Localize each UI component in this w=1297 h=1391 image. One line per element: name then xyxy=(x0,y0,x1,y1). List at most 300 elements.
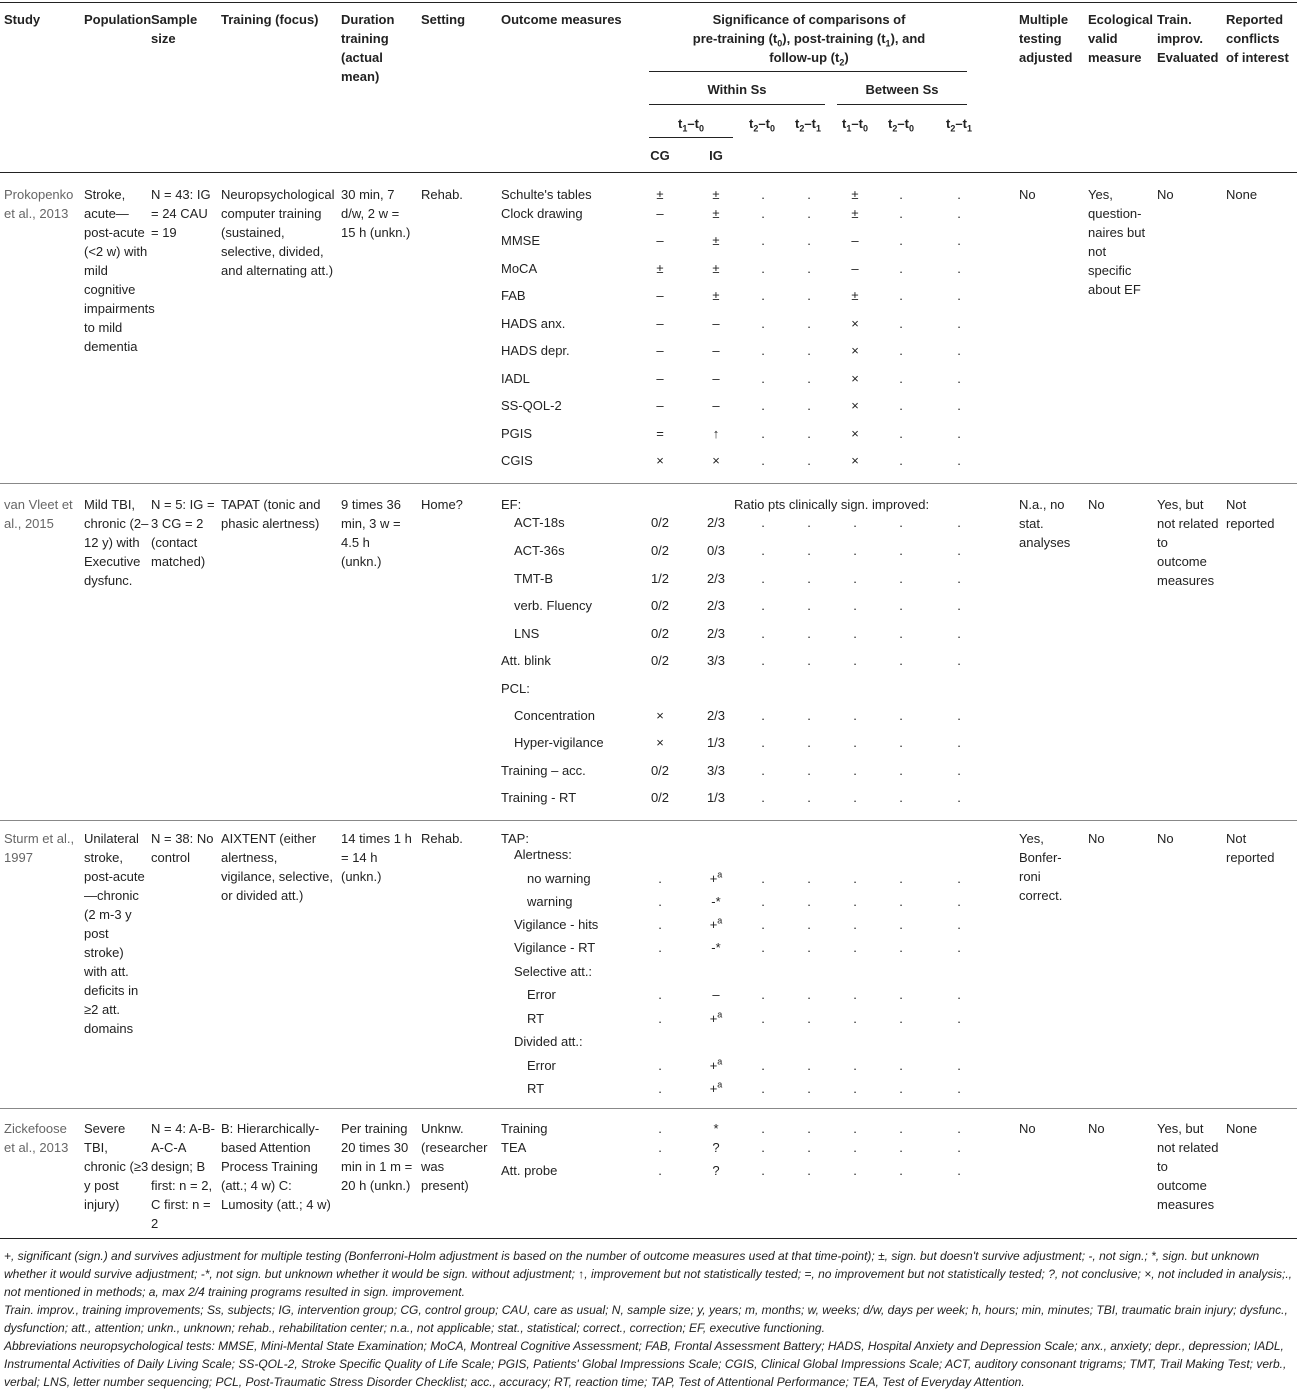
cell-w21: . xyxy=(807,917,811,932)
cell-b21: . xyxy=(957,1163,961,1178)
cell-w20: . xyxy=(761,1163,765,1178)
cell-w20: . xyxy=(761,1011,765,1026)
header-between-t2t0: $t_2-t_0$ xyxy=(888,116,914,134)
cell-b20: . xyxy=(899,1163,903,1178)
cell-w20: . xyxy=(761,790,765,805)
cell-cg: . xyxy=(658,940,662,955)
header-cg: CG xyxy=(650,148,670,163)
study-study: Zickefoose et al., 2013 xyxy=(4,1121,69,1155)
cell-w20: . xyxy=(761,894,765,909)
cell-cg: 0/2 xyxy=(650,653,670,668)
header-rule xyxy=(649,137,733,138)
outcome-measure: Alertness: xyxy=(514,847,572,862)
cell-b10: . xyxy=(853,1163,857,1178)
outcome-measure: PCL: xyxy=(501,681,530,696)
table-top-rule xyxy=(0,2,1297,3)
study-ecological: Yes, question-naires but not specific about EF xyxy=(1088,187,1146,297)
cell-w20: . xyxy=(761,371,765,386)
cell-b10: . xyxy=(853,1081,857,1096)
cell-ig: 1/3 xyxy=(706,735,726,750)
cell-w20: . xyxy=(761,940,765,955)
footnote-abbreviations: Train. improv., training improvements; Ss, subjects; IG, intervention group; CG, control group; CAU, care as usual; N, sample size; y, years; m, months; w, weeks; d/w, days per week; h, hours; min, minutes; TBI, traumatic brain injury; dysfunc., dysfunction; att., attention; unkn., unknown; rehab., rehabilitation center; n.a., not applicable; stat., statistical; correct., correction; EF, executive functioning. xyxy=(4,1303,1288,1335)
cell-w20: . xyxy=(761,708,765,723)
cell-ig: ↑ xyxy=(712,426,720,441)
cell-cg: . xyxy=(658,1081,662,1096)
cell-w20: . xyxy=(761,626,765,641)
cell-w20: . xyxy=(761,426,765,441)
cell-cg: . xyxy=(658,871,662,886)
cell-w21: . xyxy=(807,894,811,909)
table-footnotes xyxy=(4,1247,1294,1391)
study-separator xyxy=(0,1108,1297,1109)
cell-w21: . xyxy=(807,426,811,441)
ratio-note: Ratio pts clinically sign. improved: xyxy=(734,497,930,512)
header-bottom-rule xyxy=(0,172,1297,173)
cell-w20: . xyxy=(761,206,765,221)
cell-b20: . xyxy=(899,1011,903,1026)
cell-b21: . xyxy=(957,871,961,886)
cell-b21: . xyxy=(957,453,961,468)
cell-ig: * xyxy=(713,1121,719,1136)
outcome-measure: PGIS xyxy=(501,426,533,441)
outcome-measure: verb. Fluency xyxy=(514,598,593,613)
header-study: Study xyxy=(4,12,41,27)
cell-cg: – xyxy=(656,233,664,248)
cell-b20: . xyxy=(899,940,903,955)
cell-cg: × xyxy=(656,735,664,750)
study-sample: N = 4: A-B-A-C-A design; B first: n = 2, C first: n = 2 xyxy=(151,1121,215,1231)
study-population: Stroke, acute—post-acute (<2 w) with mild cognitive impairments to mild dementia xyxy=(84,187,155,354)
study-setting: Home? xyxy=(421,497,463,512)
cell-b21: . xyxy=(957,894,961,909)
study-sample: N = 38: No control xyxy=(151,831,214,865)
cell-ig: +$^a$ xyxy=(709,1056,723,1073)
header-ecological: Ecological valid measure xyxy=(1088,12,1154,65)
cell-b20: . xyxy=(899,735,903,750)
cell-b10: × xyxy=(851,316,859,331)
cell-b21: . xyxy=(957,763,961,778)
cell-w21: . xyxy=(807,515,811,530)
study-multiple: No xyxy=(1019,1121,1036,1136)
cell-w21: . xyxy=(807,1163,811,1178)
outcome-measure: Vigilance - hits xyxy=(514,917,599,932)
outcome-measure: Vigilance - RT xyxy=(514,940,596,955)
cell-b21: . xyxy=(957,790,961,805)
outcome-measure: TMT-B xyxy=(514,571,553,586)
study-training: Neuropsychological computer training (sustained, selective, divided, and alternating att.) xyxy=(221,187,335,278)
header-significance-line2: pre-training $(t_0)$, post-training $(t_1)$, and xyxy=(692,31,926,49)
cell-w21: . xyxy=(807,735,811,750)
outcome-measure: RT xyxy=(527,1011,545,1026)
cell-cg: – xyxy=(656,343,664,358)
cell-b10: ± xyxy=(851,288,859,303)
cell-cg: . xyxy=(658,987,662,1002)
cell-w20: . xyxy=(761,987,765,1002)
study-setting: Unknw. (researcher was present) xyxy=(421,1121,488,1193)
cell-b21: . xyxy=(957,233,961,248)
header-significance-line1: Significance of comparisons of xyxy=(712,12,906,27)
outcome-measure: Clock drawing xyxy=(501,206,583,221)
cell-ig: 2/3 xyxy=(706,598,726,613)
header-training: Training (focus) xyxy=(221,12,319,27)
study-sample: N = 5: IG = 3 CG = 2 (contact matched) xyxy=(151,497,215,569)
cell-b10: . xyxy=(853,598,857,613)
cell-b21: . xyxy=(957,1121,961,1136)
cell-w20: . xyxy=(761,398,765,413)
cell-cg: ± xyxy=(656,261,664,276)
cell-ig: – xyxy=(712,371,720,386)
outcome-measure: Selective att.: xyxy=(514,964,593,979)
outcome-measure: Hyper-vigilance xyxy=(514,735,604,750)
cell-b10: . xyxy=(853,626,857,641)
cell-w20: . xyxy=(761,1058,765,1073)
cell-ig: 3/3 xyxy=(706,763,726,778)
cell-w21: . xyxy=(807,790,811,805)
cell-b21: . xyxy=(957,1140,961,1155)
study-study: van Vleet et al., 2015 xyxy=(4,497,73,531)
cell-b21: . xyxy=(957,653,961,668)
cell-cg: . xyxy=(658,894,662,909)
cell-b20: . xyxy=(899,453,903,468)
header-conflicts: Reported conflicts of interest xyxy=(1226,12,1289,65)
cell-cg: . xyxy=(658,1058,662,1073)
cell-w21: . xyxy=(807,371,811,386)
cell-b21: . xyxy=(957,316,961,331)
cell-ig: ? xyxy=(712,1163,720,1178)
cell-b21: . xyxy=(957,398,961,413)
header-population: Population xyxy=(84,12,152,27)
outcome-measure: Schulte's tables xyxy=(501,187,592,202)
outcome-measure: Error xyxy=(527,987,556,1002)
cell-b10: . xyxy=(853,871,857,886)
header-rule xyxy=(649,71,967,72)
outcome-measure: FAB xyxy=(501,288,526,303)
cell-cg: – xyxy=(656,288,664,303)
outcome-measure: Training xyxy=(501,1121,548,1136)
cell-b20: . xyxy=(899,1058,903,1073)
outcome-measure: HADS depr. xyxy=(501,343,570,358)
cell-cg: . xyxy=(658,1163,662,1178)
cell-b20: . xyxy=(899,894,903,909)
cell-b21: . xyxy=(957,987,961,1002)
study-study: Sturm et al., 1997 xyxy=(4,831,75,865)
cell-w21: . xyxy=(807,1121,811,1136)
header-sample-size: Sample size xyxy=(151,12,198,46)
study-train-improv: No xyxy=(1157,831,1174,846)
cell-b10: – xyxy=(851,261,859,276)
cell-w21: . xyxy=(807,871,811,886)
study-ecological: No xyxy=(1088,1121,1105,1136)
cell-ig: – xyxy=(712,987,720,1002)
outcome-measure: TEA xyxy=(501,1140,527,1155)
cell-w21: . xyxy=(807,1140,811,1155)
cell-b21: . xyxy=(957,626,961,641)
study-multiple: No xyxy=(1019,187,1036,202)
cell-b21: . xyxy=(957,1058,961,1073)
cell-b20: . xyxy=(899,233,903,248)
cell-b21: . xyxy=(957,571,961,586)
cell-b20: . xyxy=(899,371,903,386)
cell-b10: . xyxy=(853,571,857,586)
study-train-improv: Yes, but not related to outcome measures xyxy=(1157,497,1219,588)
cell-w20: . xyxy=(761,1081,765,1096)
cell-w20: . xyxy=(761,233,765,248)
cell-b10: × xyxy=(851,371,859,386)
cell-b10: – xyxy=(851,233,859,248)
header-setting: Setting xyxy=(421,12,466,27)
study-conflicts: None xyxy=(1226,187,1258,202)
study-sample: N = 43: IG = 24 CAU = 19 xyxy=(151,187,211,240)
cell-b10: . xyxy=(853,708,857,723)
cell-b10: . xyxy=(853,515,857,530)
cell-b20: . xyxy=(899,1140,903,1155)
cell-b21: . xyxy=(957,426,961,441)
cell-cg: – xyxy=(656,316,664,331)
study-duration: Per training 20 times 30 min in 1 m = 20 h (unkn.) xyxy=(341,1121,413,1193)
study-duration: 9 times 36 min, 3 w = 4.5 h (unkn.) xyxy=(341,497,401,569)
cell-b20: . xyxy=(899,515,903,530)
outcome-measure: Error xyxy=(527,1058,556,1073)
header-multiple-testing: Multiple testing adjusted xyxy=(1019,12,1073,65)
study-ecological: No xyxy=(1088,831,1105,846)
cell-b21: . xyxy=(957,187,961,202)
cell-b10: ± xyxy=(851,187,859,202)
cell-w20: . xyxy=(761,453,765,468)
cell-b20: . xyxy=(899,653,903,668)
cell-cg: – xyxy=(656,206,664,221)
header-between-t2t1: $t_2-t_1$ xyxy=(946,116,972,134)
cell-w21: . xyxy=(807,987,811,1002)
cell-w20: . xyxy=(761,515,765,530)
cell-b10: . xyxy=(853,940,857,955)
header-within-t2t0: $t_2-t_0$ xyxy=(749,116,775,134)
study-population: Severe TBI, chronic (≥3 y post injury) xyxy=(84,1121,149,1212)
cell-w20: . xyxy=(761,571,765,586)
cell-w21: . xyxy=(807,343,811,358)
cell-b10: . xyxy=(853,987,857,1002)
cell-w20: . xyxy=(761,343,765,358)
cell-b20: . xyxy=(899,261,903,276)
cell-b20: . xyxy=(899,626,903,641)
cell-w21: . xyxy=(807,206,811,221)
cell-ig: 1/3 xyxy=(706,790,726,805)
cell-b20: . xyxy=(899,763,903,778)
footnote-symbols: +, significant (sign.) and survives adjustment for multiple testing (Bonferroni-Holm adjustment is based on the number of outcome measures used at that time-point); ±, sign. but doesn't survive adjustment; -, not sign.; *, sign. but unknown whether it would survive adjustment; -*, not sign. but unknown whether it would be sign. without adjustment; ↑, improvement but not statistically tested; =, no improvement but not statistically tested; ?, not conclusive; ×, not included in analysis;., not mentioned in methods; a, max 2/4 training programs resulted in sign. improvement. xyxy=(4,1249,1292,1299)
cell-ig: ± xyxy=(712,261,720,276)
cell-b20: . xyxy=(899,571,903,586)
cell-b20: . xyxy=(899,1081,903,1096)
cell-w21: . xyxy=(807,626,811,641)
cell-b10: . xyxy=(853,1011,857,1026)
cell-b21: . xyxy=(957,598,961,613)
study-separator xyxy=(0,820,1297,821)
cell-b10: . xyxy=(853,763,857,778)
cell-b20: . xyxy=(899,187,903,202)
study-conflicts: None xyxy=(1226,1121,1258,1136)
cell-b20: . xyxy=(899,543,903,558)
header-rule xyxy=(649,104,825,105)
outcome-measure: no warning xyxy=(527,871,591,886)
cell-b20: . xyxy=(899,790,903,805)
cell-w20: . xyxy=(761,598,765,613)
cell-cg: × xyxy=(656,708,664,723)
cell-b10: . xyxy=(853,917,857,932)
outcome-measure: RT xyxy=(527,1081,545,1096)
cell-b10: . xyxy=(853,543,857,558)
header-within-t1t0: $t_1-t_0$ xyxy=(678,116,704,134)
cell-w20: . xyxy=(761,1121,765,1136)
cell-b10: × xyxy=(851,426,859,441)
cell-ig: 2/3 xyxy=(706,626,726,641)
cell-ig: × xyxy=(712,453,720,468)
cell-ig: ± xyxy=(712,187,720,202)
cell-cg: 1/2 xyxy=(650,571,670,586)
cell-cg: . xyxy=(658,1140,662,1155)
cell-w21: . xyxy=(807,763,811,778)
outcome-measure: Att. probe xyxy=(501,1163,558,1178)
cell-w21: . xyxy=(807,288,811,303)
study-population: Unilateral stroke, post-acute—chronic (2 m-3 y post stroke) with att. deficits in ≥2 att. domains xyxy=(84,831,145,1036)
cell-w21: . xyxy=(807,543,811,558)
cell-cg: 0/2 xyxy=(650,790,670,805)
cell-w20: . xyxy=(761,316,765,331)
cell-w20: . xyxy=(761,543,765,558)
cell-b20: . xyxy=(899,598,903,613)
outcome-measure: Training – acc. xyxy=(501,763,586,778)
cell-b21: . xyxy=(957,1081,961,1096)
header-train-improv: Train. improv. Evaluated xyxy=(1157,12,1219,65)
study-train-improv: No xyxy=(1157,187,1174,202)
cell-w21: . xyxy=(807,653,811,668)
cell-b21: . xyxy=(957,543,961,558)
cell-ig: 3/3 xyxy=(706,653,726,668)
cell-w21: . xyxy=(807,571,811,586)
header-between-ss: Between Ss xyxy=(865,82,939,97)
cell-cg: – xyxy=(656,371,664,386)
cell-b10: × xyxy=(851,398,859,413)
study-training: TAPAT (tonic and phasic alertness) xyxy=(221,497,321,531)
study-duration: 14 times 1 h = 14 h (unkn.) xyxy=(341,831,412,884)
cell-w21: . xyxy=(807,1058,811,1073)
cell-cg: 0/2 xyxy=(650,543,670,558)
cell-b10: . xyxy=(853,1058,857,1073)
cell-w21: . xyxy=(807,708,811,723)
cell-cg: 0/2 xyxy=(650,763,670,778)
cell-b21: . xyxy=(957,735,961,750)
cell-cg: . xyxy=(658,917,662,932)
cell-b20: . xyxy=(899,206,903,221)
cell-ig: 0/3 xyxy=(706,543,726,558)
cell-ig: +$^a$ xyxy=(709,915,723,932)
cell-cg: 0/2 xyxy=(650,515,670,530)
study-training: B: Hierarchically-based Attention Process Training (att.; 4 w) C: Lumosity (att.; 4 w) xyxy=(221,1121,331,1212)
cell-w20: . xyxy=(761,763,765,778)
cell-w20: . xyxy=(761,917,765,932)
outcome-measure: EF: xyxy=(501,497,522,512)
cell-ig: -* xyxy=(711,894,721,909)
header-ig: IG xyxy=(709,148,723,163)
table-bottom-rule xyxy=(0,1238,1297,1239)
study-population: Mild TBI, chronic (2–12 y) with Executive dysfunc. xyxy=(84,497,149,588)
cell-w21: . xyxy=(807,453,811,468)
cell-cg: = xyxy=(656,426,664,441)
cell-ig: +$^a$ xyxy=(709,1009,723,1026)
cell-b21: . xyxy=(957,708,961,723)
cell-b20: . xyxy=(899,1121,903,1136)
cell-cg: ± xyxy=(656,187,664,202)
cell-b10: . xyxy=(853,735,857,750)
cell-b20: . xyxy=(899,288,903,303)
cell-w21: . xyxy=(807,398,811,413)
cell-w20: . xyxy=(761,288,765,303)
study-study: Prokopenko et al., 2013 xyxy=(4,187,74,221)
cell-ig: ± xyxy=(712,288,720,303)
cell-ig: ? xyxy=(712,1140,720,1155)
cell-w20: . xyxy=(761,653,765,668)
cell-ig: 2/3 xyxy=(706,571,726,586)
cell-w21: . xyxy=(807,598,811,613)
cell-b10: . xyxy=(853,653,857,668)
header-significance-line3: follow-up $(t_2)$ xyxy=(769,50,849,68)
cell-b20: . xyxy=(899,426,903,441)
cell-ig: -* xyxy=(711,940,721,955)
outcome-measure: MMSE xyxy=(501,233,540,248)
cell-b10: . xyxy=(853,1121,857,1136)
cell-w20: . xyxy=(761,1140,765,1155)
cell-b21: . xyxy=(957,261,961,276)
footnote-test-abbreviations: Abbreviations neuropsychological tests: MMSE, Mini-Mental State Examination; MoCA, Montreal Cognitive Assessment; FAB, Frontal Assessment Battery; HADS, Hospital Anxiety and Depression Scale; anx., anxiety; depr., depression; IADL, Instrumental Activities of Daily Living Scale; SS-QOL-2, Stroke Specific Quality of Life Scale; PGIS, Patients' Global Impressions Scale; CGIS, Clinical Global Impressions Scale; ACT, auditory consonant trigrams; TMT, Trail Making Test; verb., verbal; LNS, letter number sequencing; PCL, Post-Traumatic Stress Disorder Checklist; acc., accuracy; RT, reaction time; TAP, Test of Attentional Performance; TEA, Test of Everyday Attention. xyxy=(4,1339,1287,1389)
cell-cg: 0/2 xyxy=(650,626,670,641)
outcome-measure: IADL xyxy=(501,371,530,386)
cell-b21: . xyxy=(957,940,961,955)
cell-w20: . xyxy=(761,187,765,202)
cell-b20: . xyxy=(899,316,903,331)
cell-w20: . xyxy=(761,261,765,276)
cell-b21: . xyxy=(957,206,961,221)
cell-cg: . xyxy=(658,1121,662,1136)
header-between-t1t0: $t_1-t_0$ xyxy=(842,116,868,134)
cell-ig: +$^a$ xyxy=(709,1079,723,1096)
outcome-measure: TAP: xyxy=(501,831,529,846)
cell-b10: × xyxy=(851,453,859,468)
cell-b21: . xyxy=(957,1011,961,1026)
cell-b20: . xyxy=(899,917,903,932)
cell-ig: – xyxy=(712,398,720,413)
outcome-measure: LNS xyxy=(514,626,540,641)
cell-b10: ± xyxy=(851,206,859,221)
cell-b20: . xyxy=(899,871,903,886)
cell-w21: . xyxy=(807,1011,811,1026)
cell-b21: . xyxy=(957,515,961,530)
cell-b21: . xyxy=(957,917,961,932)
study-multiple: N.a., no stat. analyses xyxy=(1019,497,1071,550)
cell-b10: × xyxy=(851,343,859,358)
cell-b20: . xyxy=(899,987,903,1002)
cell-cg: 0/2 xyxy=(650,598,670,613)
cell-cg: – xyxy=(656,398,664,413)
cell-b21: . xyxy=(957,371,961,386)
outcome-measure: Training - RT xyxy=(501,790,577,805)
outcome-measure: Concentration xyxy=(514,708,595,723)
cell-ig: ± xyxy=(712,206,720,221)
outcome-measure: Att. blink xyxy=(501,653,551,668)
header-within-ss: Within Ss xyxy=(707,82,767,97)
cell-ig: – xyxy=(712,316,720,331)
cell-ig: +$^a$ xyxy=(709,869,723,886)
study-conflicts: Not reported xyxy=(1226,497,1275,531)
study-ecological: No xyxy=(1088,497,1105,512)
header-outcome: Outcome measures xyxy=(501,12,622,27)
